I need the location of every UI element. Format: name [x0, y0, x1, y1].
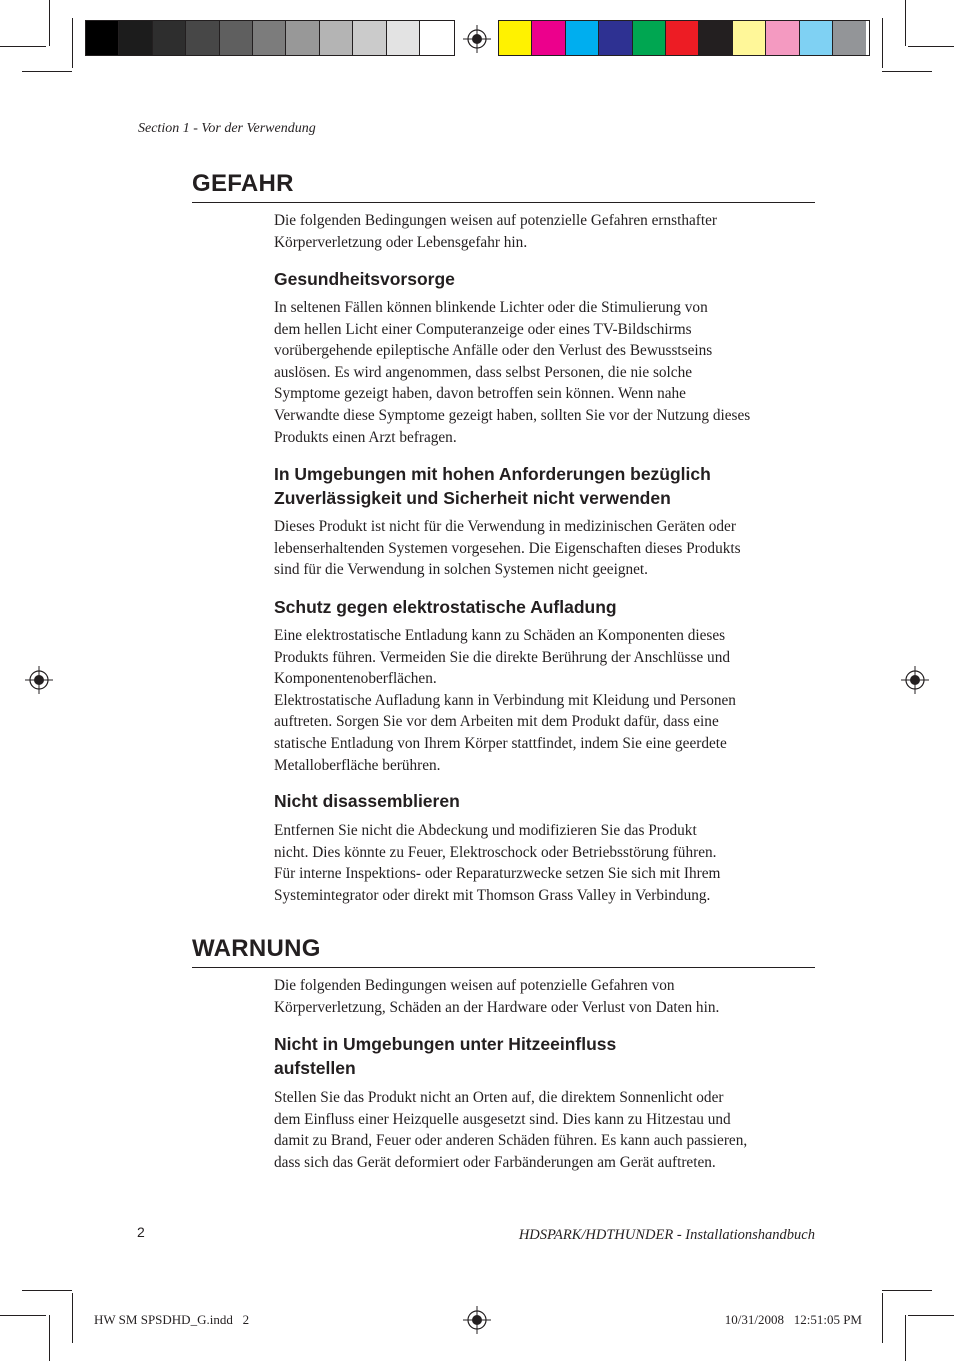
crop-mark — [72, 1293, 73, 1343]
color-swatch — [119, 21, 152, 55]
text-line: Dieses Produkt ist nicht für die Verwendung in medizinischen Geräten oder — [274, 518, 736, 535]
color-swatch — [633, 21, 666, 55]
registration-mark-icon — [463, 25, 491, 53]
text-line: statische Entladung von Ihrem Körper stattfindet, indem Sie eine geerdete — [274, 734, 727, 752]
color-swatch — [220, 21, 253, 55]
color-swatch — [499, 21, 532, 55]
crop-mark — [0, 46, 46, 47]
text-line: dass sich das Gerät deformiert oder Farbänderungen am Gerät auftreten. — [274, 1153, 716, 1171]
section-title-gefahr: GEFAHR — [192, 170, 815, 203]
text-line: dem Einfluss einer Heizquelle ausgesetzt sind. Dies kann zu Hitzestau und — [274, 1110, 731, 1128]
crop-mark — [49, 0, 50, 46]
heading-line: aufstellen — [274, 1058, 356, 1078]
color-swatch — [733, 21, 766, 55]
text-line: Entfernen Sie nicht die Abdeckung und modifizieren Sie das Produkt — [274, 822, 697, 839]
text-line: Die folgenden Bedingungen weisen auf potenzielle Gefahren von — [274, 977, 675, 994]
subsection-heading — [274, 462, 814, 510]
gray-color-bar — [85, 20, 455, 56]
crop-mark — [22, 1290, 72, 1291]
slug-file-info: HW SM SPSDHD_G.indd 2 — [94, 1312, 250, 1327]
crop-mark — [905, 1315, 906, 1361]
heading-line: Zuverlässigkeit und Sicherheit nicht verwenden — [274, 488, 671, 508]
color-swatch — [186, 21, 219, 55]
color-swatch — [86, 21, 119, 55]
subsection-body — [274, 516, 819, 581]
crop-mark — [882, 71, 932, 72]
book-title: HDSPARK/HDTHUNDER - Installationshandbuch — [518, 1227, 815, 1243]
color-swatch — [666, 21, 699, 55]
text-line: Metalloberfläche berühren. — [274, 756, 441, 774]
subsection-body — [274, 625, 819, 776]
registration-mark-icon — [463, 1306, 491, 1334]
subsection-heading: Schutz gegen elektrostatische Aufladung — [274, 597, 617, 617]
color-swatch — [833, 21, 866, 55]
text-line: dem hellen Licht einer Computeranzeige oder eines TV-Bildschirms — [274, 320, 692, 338]
heading-line: In Umgebungen mit hohen Anforderungen bezüglich — [274, 464, 711, 484]
color-swatch — [532, 21, 565, 55]
text-line: Produkts einen Arzt befragen. — [274, 428, 457, 446]
text-line: Körperverletzung oder Lebensgefahr hin. — [274, 233, 528, 251]
crop-mark — [22, 71, 72, 72]
subsection-heading — [274, 1032, 814, 1080]
subsection-body — [274, 1087, 819, 1173]
running-head: Section 1 - Vor der Verwendung — [138, 121, 316, 136]
crop-mark — [905, 0, 906, 46]
crop-mark — [882, 18, 883, 68]
color-swatch — [253, 21, 286, 55]
subsection-body — [274, 820, 819, 906]
text-line: nicht. Dies könnte zu Feuer, Elektroschock oder Betriebsstörung führen. — [274, 843, 717, 861]
color-swatch — [800, 21, 833, 55]
process-color-bar — [498, 20, 870, 56]
text-line: auftreten. Sorgen Sie vor dem Arbeiten mit dem Produkt dafür, dass eine — [274, 713, 719, 731]
subsection-heading: Nicht disassemblieren — [274, 791, 460, 811]
section-intro — [274, 210, 819, 253]
color-swatch — [320, 21, 353, 55]
page-number: 2 — [137, 1224, 145, 1240]
crop-mark — [882, 1293, 883, 1343]
text-line: vorübergehende epileptische Anfälle oder den Verlust des Bewusstseins — [274, 342, 713, 360]
text-line: sind für die Verwendung in solchen Systemen nicht geeignet. — [274, 561, 648, 579]
crop-mark — [49, 1315, 50, 1361]
text-line: In seltenen Fällen können blinkende Lichter oder die Stimulierung von — [274, 299, 708, 316]
text-line: Für interne Inspektions- oder Reparaturzwecke setzen Sie sich mit Ihrem — [274, 865, 721, 883]
color-swatch — [566, 21, 599, 55]
text-line: Systemintegrator oder direkt mit Thomson Grass Valley in Verbindung. — [274, 886, 711, 904]
text-line: Produkts führen. Vermeiden Sie die direkte Berührung der Anschlüsse und — [274, 648, 730, 666]
text-line: lebenserhaltenden Systemen vorgesehen. Die Eigenschaften dieses Produkts — [274, 539, 741, 557]
text-line: Eine elektrostatische Entladung kann zu Schäden an Komponenten dieses — [274, 627, 726, 644]
text-line: Verwandte diese Symptome gezeigt haben, sollten Sie vor der Nutzung dieses — [274, 406, 751, 424]
text-line: damit zu Brand, Feuer oder anderen Schäden führen. Es kann auch passieren, — [274, 1132, 748, 1150]
subsection-body — [274, 297, 819, 448]
heading-line: Nicht in Umgebungen unter Hitzeeinfluss — [274, 1034, 617, 1054]
text-line: Stellen Sie das Produkt nicht an Orten auf, die direktem Sonnenlicht oder — [274, 1089, 724, 1106]
crop-mark — [72, 18, 73, 68]
text-line: Die folgenden Bedingungen weisen auf potenzielle Gefahren ernsthafter — [274, 212, 718, 229]
color-swatch — [353, 21, 386, 55]
color-swatch — [153, 21, 186, 55]
registration-mark-icon — [901, 666, 929, 694]
color-swatch — [599, 21, 632, 55]
crop-mark — [908, 46, 954, 47]
text-line: Körperverletzung, Schäden an der Hardware oder Verlust von Daten hin. — [274, 998, 720, 1016]
text-line: Symptome gezeigt haben, davon betroffen sein können. Wenn nahe — [274, 385, 686, 403]
slug-timestamp: 10/31/2008 12:51:05 PM — [724, 1312, 862, 1327]
subsection-heading: Gesundheitsvorsorge — [274, 269, 455, 289]
text-line: Komponentenoberflächen. — [274, 670, 437, 688]
crop-mark — [908, 1315, 954, 1316]
color-swatch — [387, 21, 420, 55]
text-line: auslösen. Es wird angenommen, dass selbst Personen, die nie solche — [274, 363, 693, 381]
text-line: Elektrostatische Aufladung kann in Verbindung mit Kleidung und Personen — [274, 691, 736, 709]
color-swatch — [699, 21, 732, 55]
crop-mark — [882, 1290, 932, 1291]
section-intro — [274, 975, 819, 1018]
color-swatch — [420, 21, 453, 55]
crop-mark — [0, 1315, 46, 1316]
section-title-warnung: WARNUNG — [192, 935, 815, 968]
registration-mark-icon — [25, 666, 53, 694]
color-swatch — [286, 21, 319, 55]
color-swatch — [766, 21, 799, 55]
